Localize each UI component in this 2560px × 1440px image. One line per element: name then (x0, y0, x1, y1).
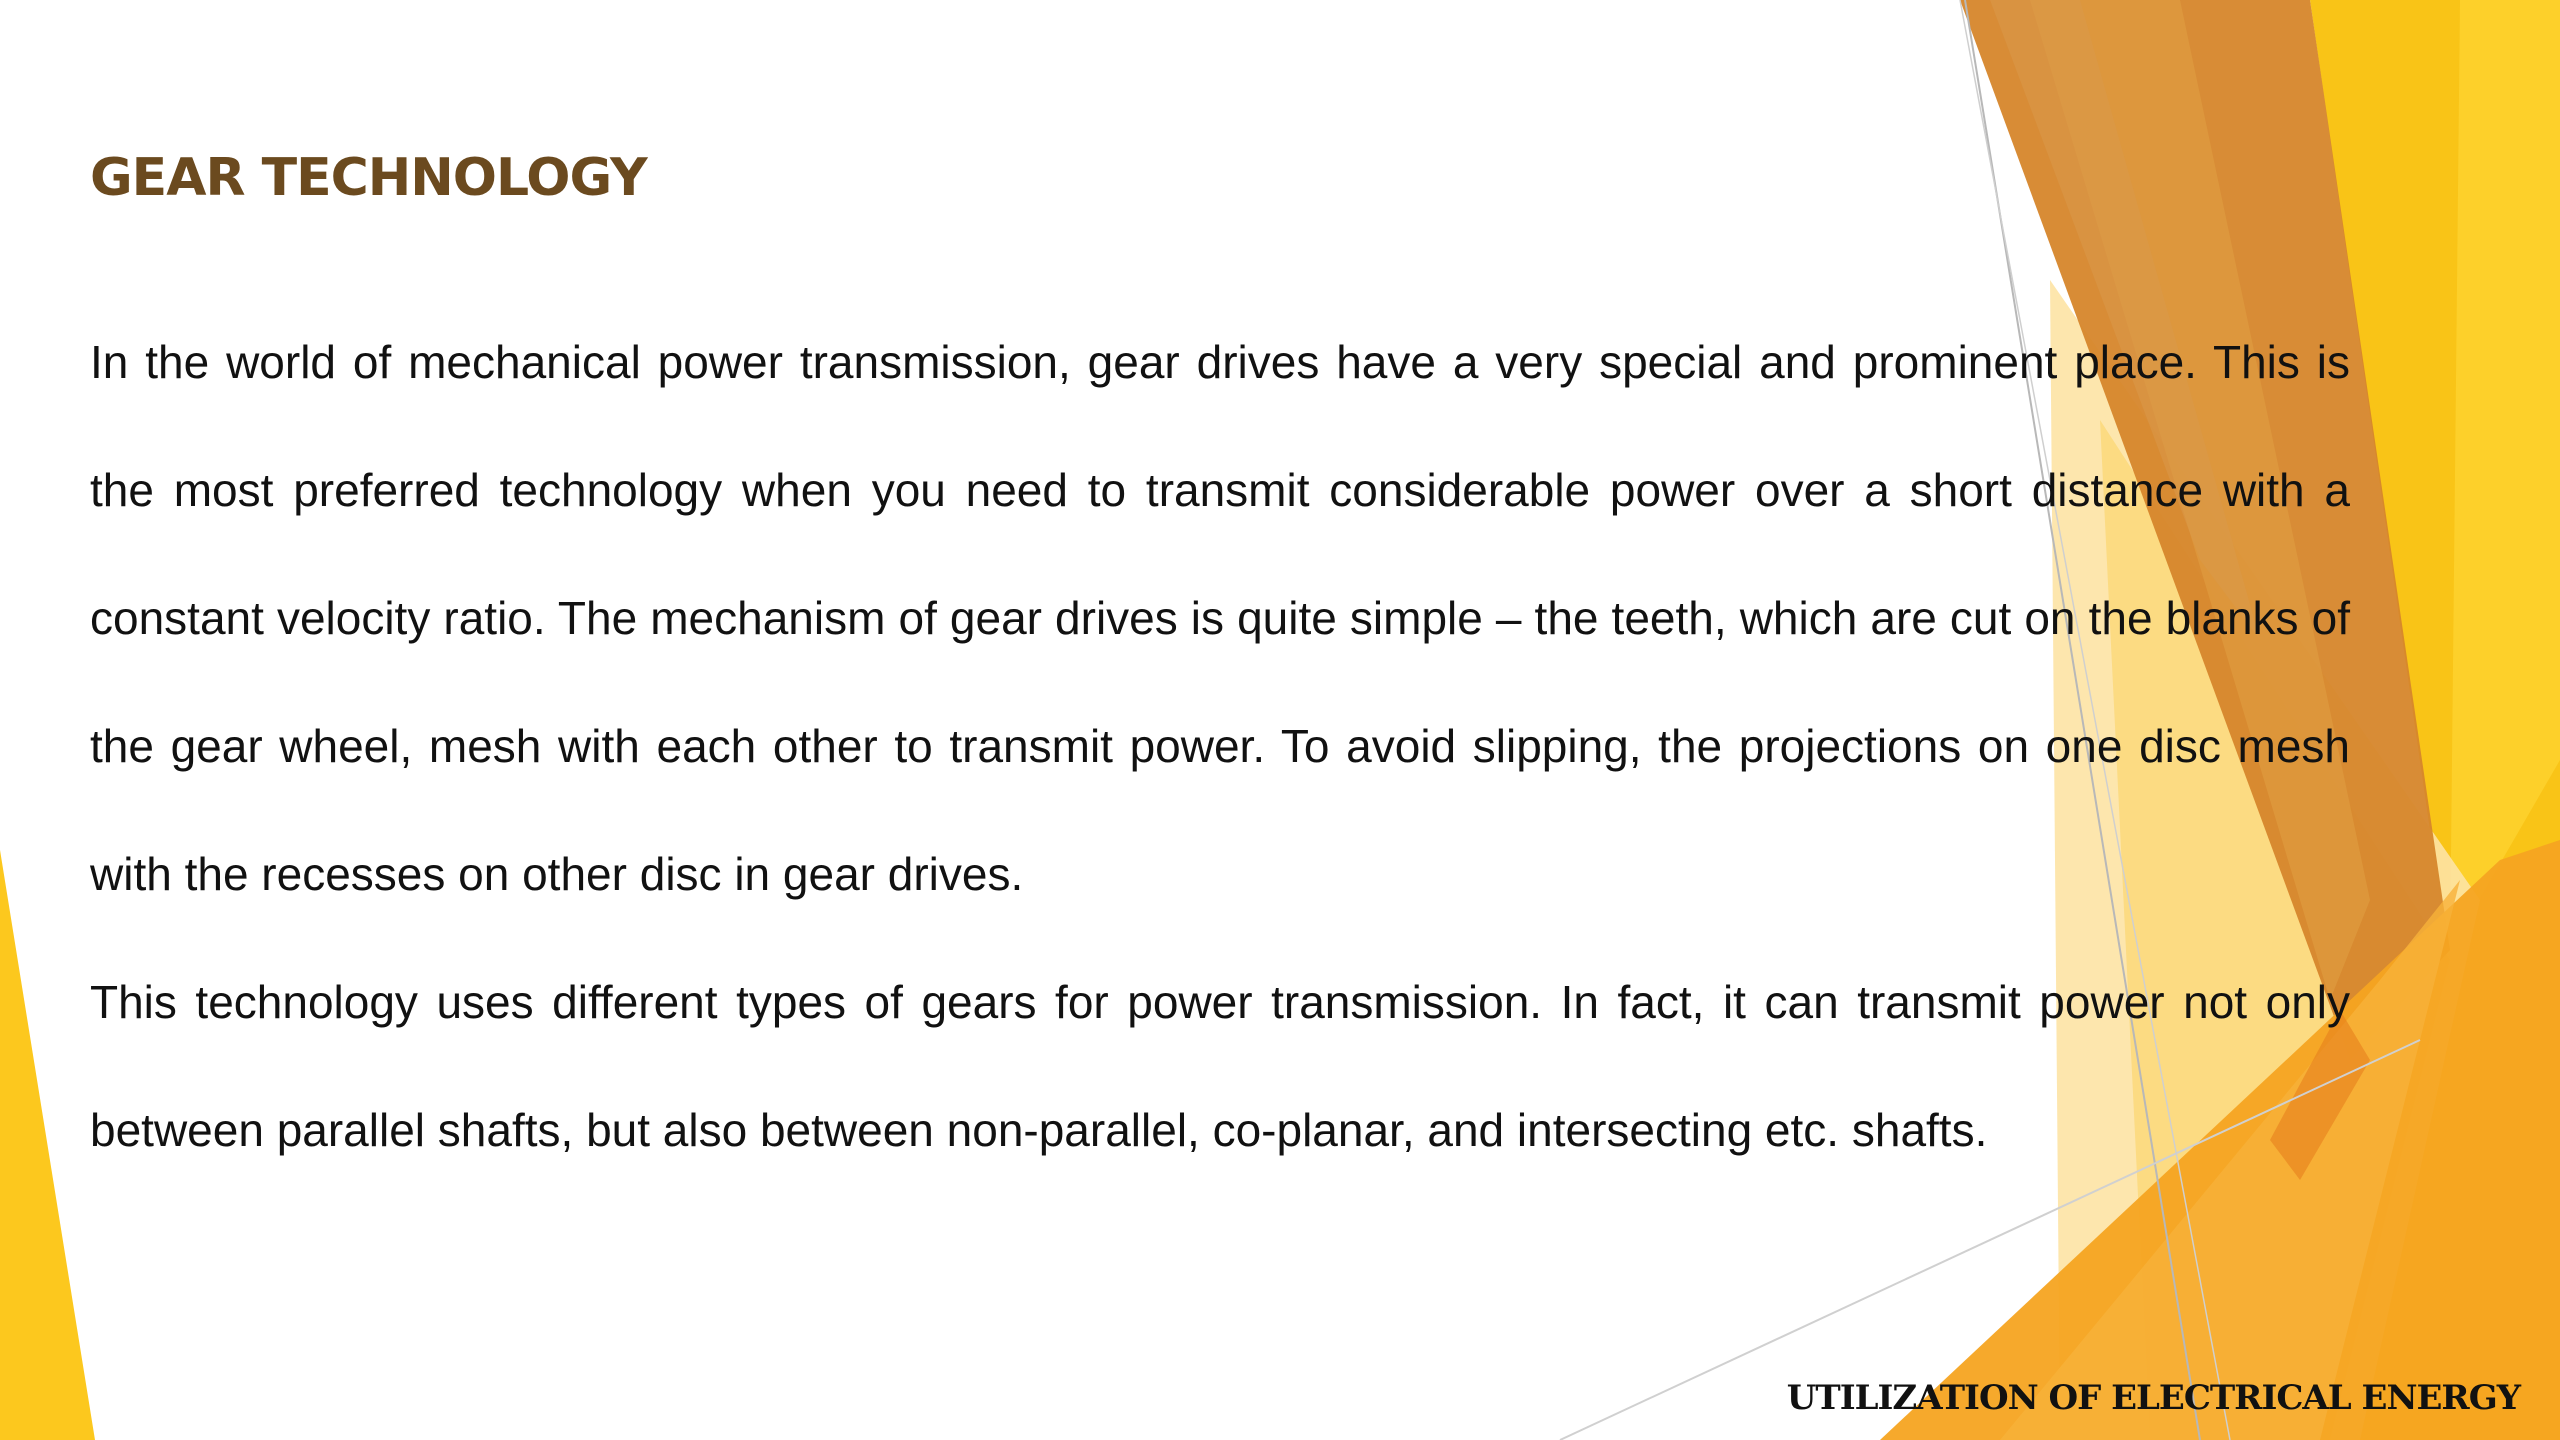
slide-body (90, 298, 2350, 1194)
paragraph-2: This technology uses different types of gears for power transmission. In fact, it can transmit power not only between parallel shafts, but also between non-parallel, co-planar, and intersecting etc. shafts. (90, 976, 2350, 1156)
footer-course-title: UTILIZATION OF ELECTRICAL ENERGY (1786, 1378, 2520, 1418)
left-yellow-sliver (0, 850, 95, 1440)
paragraph-1: In the world of mechanical power transmission, gear drives have a very special and prominent place. This is the most preferred technology when you need to transmit considerable power over a short distance with a constant velocity ratio. The mechanism of gear drives is quite simple – the teeth, which are cut on the blanks of the gear wheel, mesh with each other to transmit power. To avoid slipping, the projections on one disc mesh with the recesses on other disc in gear drives. (90, 336, 2350, 900)
slide-title: GEAR TECHNOLOGY (90, 148, 647, 208)
